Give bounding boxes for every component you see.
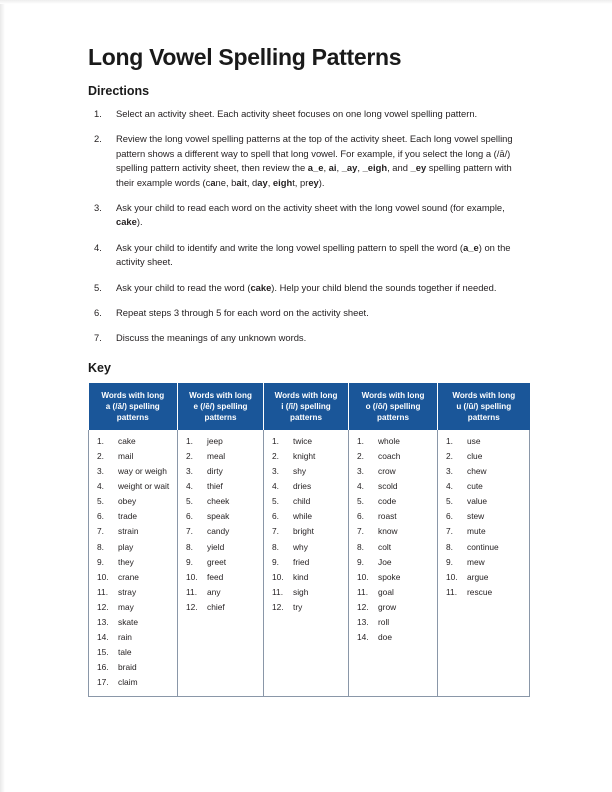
- word-number: 12.: [357, 601, 369, 612]
- word-number: 1.: [186, 435, 193, 446]
- key-column-header: [438, 383, 530, 430]
- word-number: 6.: [186, 511, 193, 522]
- word-list-item: [351, 570, 435, 585]
- word-text: while: [293, 511, 313, 522]
- direction-item: [88, 107, 530, 121]
- word-list-item: [91, 540, 175, 555]
- word-text: dries: [293, 481, 312, 492]
- key-table-header-row: [89, 383, 530, 430]
- word-number: 10.: [97, 571, 109, 582]
- word-text: sigh: [293, 586, 309, 597]
- word-list-item: [180, 524, 261, 539]
- word-text: continue: [467, 541, 499, 552]
- word-text: play: [118, 541, 134, 552]
- word-text: obey: [118, 496, 137, 507]
- word-number: 9.: [357, 556, 364, 567]
- word-number: 2.: [272, 450, 279, 461]
- word-number: 11.: [272, 586, 284, 597]
- word-text: jeep: [207, 435, 223, 446]
- word-number: 6.: [357, 511, 364, 522]
- word-number: 1.: [97, 435, 104, 446]
- word-list-item: [351, 630, 435, 645]
- word-list-item: [440, 509, 527, 524]
- word-number: 5.: [446, 496, 453, 507]
- word-list-item: [440, 494, 527, 509]
- word-number: 9.: [446, 556, 453, 567]
- word-number: 8.: [97, 541, 104, 552]
- word-text: fried: [293, 556, 310, 567]
- word-number: 12.: [186, 601, 198, 612]
- word-number: 8.: [446, 541, 453, 552]
- key-column-header-line: Words with long: [361, 390, 425, 400]
- word-text: weight or wait: [118, 481, 170, 492]
- word-list-item: [91, 600, 175, 615]
- word-text: code: [378, 496, 397, 507]
- key-table-body-row: [89, 430, 530, 697]
- direction-number: 7.: [94, 332, 102, 344]
- word-text: doe: [378, 632, 392, 643]
- word-text: spoke: [378, 571, 401, 582]
- word-number: 3.: [186, 466, 193, 477]
- word-list-item: [180, 585, 261, 600]
- word-number: 7.: [357, 526, 364, 537]
- word-list: [440, 434, 527, 600]
- word-text: Joe: [378, 556, 392, 567]
- key-column-header-line: u (/ū/) spelling: [456, 401, 512, 411]
- key-column-header-line: patterns: [116, 412, 149, 422]
- word-number: 6.: [97, 511, 104, 522]
- word-text: skate: [118, 617, 139, 627]
- key-column-cell: [264, 430, 349, 697]
- word-list-item: [180, 464, 261, 479]
- key-heading: Key: [88, 360, 111, 375]
- word-number: 4.: [97, 481, 104, 492]
- word-number: 10.: [272, 571, 284, 582]
- word-text: bright: [293, 526, 314, 537]
- word-number: 10.: [446, 571, 458, 582]
- direction-item: [88, 306, 530, 320]
- word-number: 6.: [446, 511, 453, 522]
- word-number: 14.: [357, 632, 369, 643]
- direction-number: 2.: [94, 133, 102, 145]
- word-list-item: [266, 540, 346, 555]
- word-text: colt: [378, 541, 392, 552]
- word-text: feed: [207, 571, 224, 582]
- word-text: any: [207, 586, 221, 597]
- word-list-item: [440, 434, 527, 449]
- word-number: 1.: [357, 435, 364, 446]
- word-number: 2.: [97, 450, 104, 461]
- word-list-item: [351, 434, 435, 449]
- word-list-item: [266, 555, 346, 570]
- word-text: scold: [378, 481, 398, 492]
- word-list-item: [351, 464, 435, 479]
- word-text: dirty: [207, 466, 223, 477]
- word-list: [180, 434, 261, 615]
- key-column-cell: [438, 430, 530, 697]
- key-column-header-line: i (/ī/) spelling: [281, 401, 331, 411]
- word-number: 8.: [272, 541, 279, 552]
- word-list-item: [440, 540, 527, 555]
- direction-number: 3.: [94, 202, 102, 214]
- direction-text: Review the long vowel spelling patterns at the top of the activity sheet. Each long vowel spelling pattern shows a different way to spell that long vowel. For example, if you select the long a (/ā/) spelling pattern activity sheet, then review the a_e, ai, _ay, _eigh, and _ey spelling pattern with their example words (cane, bait, day, eight, prey).: [116, 133, 513, 188]
- word-number: 17.: [97, 677, 109, 688]
- word-text: coach: [378, 450, 401, 461]
- word-list-item: [440, 479, 527, 494]
- direction-number: 1.: [94, 108, 102, 119]
- word-text: may: [118, 601, 134, 612]
- word-number: 5.: [357, 496, 364, 507]
- word-text: greet: [207, 556, 227, 567]
- word-list-item: [91, 509, 175, 524]
- word-number: 8.: [357, 541, 364, 552]
- word-number: 14.: [97, 632, 109, 643]
- word-list-item: [266, 570, 346, 585]
- word-list-item: [266, 479, 346, 494]
- word-text: trade: [118, 511, 138, 522]
- word-list-item: [266, 585, 346, 600]
- key-column-cell: [178, 430, 264, 697]
- word-text: use: [467, 435, 481, 446]
- word-text: tale: [118, 647, 132, 658]
- word-number: 13.: [357, 617, 369, 627]
- key-column-header-line: o (/ō/) spelling: [365, 401, 421, 411]
- word-list-item: [180, 509, 261, 524]
- word-list-item: [91, 479, 175, 494]
- word-list-item: [266, 509, 346, 524]
- page-edge-left: [0, 0, 5, 792]
- word-text: kind: [293, 571, 309, 582]
- key-column-header: [264, 383, 349, 430]
- word-number: 4.: [186, 481, 193, 492]
- word-list-item: [91, 524, 175, 539]
- word-text: crane: [118, 571, 139, 582]
- word-list-item: [266, 600, 346, 615]
- word-number: 1.: [272, 435, 279, 446]
- word-text: stray: [118, 586, 137, 597]
- word-number: 11.: [357, 586, 369, 597]
- word-text: twice: [293, 435, 313, 446]
- direction-text: Ask your child to read the word (cake). Help your child blend the sounds together if needed.: [116, 281, 497, 293]
- word-number: 3.: [272, 466, 279, 477]
- word-list-item: [266, 524, 346, 539]
- word-text: speak: [207, 511, 230, 522]
- word-text: claim: [118, 677, 138, 688]
- word-text: chew: [467, 466, 487, 477]
- word-number: 16.: [97, 662, 109, 673]
- word-number: 9.: [272, 556, 279, 567]
- key-table: [88, 383, 530, 698]
- word-list-item: [180, 449, 261, 464]
- word-list-item: [440, 585, 527, 600]
- word-number: 4.: [272, 481, 279, 492]
- word-text: goal: [378, 586, 394, 597]
- word-number: 3.: [97, 466, 104, 477]
- word-number: 5.: [97, 496, 104, 507]
- word-text: cute: [467, 481, 483, 492]
- word-text: crow: [378, 466, 396, 477]
- word-list-item: [351, 479, 435, 494]
- key-column-cell: [89, 430, 178, 697]
- word-text: try: [293, 601, 303, 612]
- key-column-header: [349, 383, 438, 430]
- word-list-item: [180, 600, 261, 615]
- word-text: cake: [118, 435, 136, 446]
- word-list-item: [91, 494, 175, 509]
- word-list-item: [351, 509, 435, 524]
- word-list-item: [266, 464, 346, 479]
- word-list: [266, 434, 346, 615]
- word-number: 11.: [446, 586, 458, 597]
- word-number: 11.: [186, 586, 198, 597]
- word-list-item: [180, 479, 261, 494]
- key-column-header-line: a (/ā/) spelling: [105, 401, 160, 411]
- word-text: knight: [293, 450, 316, 461]
- direction-item: [88, 281, 530, 295]
- word-text: stew: [467, 511, 485, 522]
- word-list-item: [440, 524, 527, 539]
- word-list-item: [91, 675, 175, 690]
- direction-text: Ask your child to identify and write the long vowel spelling pattern to spell the word (a_e) on the activity sheet.: [116, 241, 511, 268]
- word-text: clue: [467, 450, 483, 461]
- word-list-item: [180, 540, 261, 555]
- direction-item: [88, 241, 530, 270]
- word-list-item: [351, 555, 435, 570]
- word-number: 7.: [446, 526, 453, 537]
- word-number: 4.: [446, 481, 453, 492]
- word-number: 5.: [272, 496, 279, 507]
- word-list: [351, 434, 435, 645]
- word-list-item: [91, 645, 175, 660]
- word-list-item: [91, 449, 175, 464]
- key-column-header-line: Words with long: [452, 390, 516, 400]
- word-text: whole: [378, 435, 400, 446]
- direction-number: 6.: [94, 307, 102, 319]
- direction-item: [88, 132, 530, 190]
- word-list-item: [351, 600, 435, 615]
- word-list-item: [351, 449, 435, 464]
- word-number: 10.: [357, 571, 369, 582]
- word-number: 15.: [97, 647, 109, 658]
- word-list-item: [351, 524, 435, 539]
- word-list-item: [91, 660, 175, 675]
- word-list-item: [91, 464, 175, 479]
- word-text: candy: [207, 526, 230, 537]
- word-number: 12.: [272, 601, 284, 612]
- word-list-item: [180, 555, 261, 570]
- key-column-header-line: patterns: [467, 412, 500, 422]
- word-list-item: [266, 494, 346, 509]
- word-text: mail: [118, 450, 134, 461]
- word-text: meal: [207, 450, 226, 461]
- word-number: 8.: [186, 541, 193, 552]
- word-text: yield: [207, 541, 225, 552]
- word-text: rain: [118, 632, 132, 643]
- word-list-item: [351, 585, 435, 600]
- direction-item: [88, 201, 530, 230]
- word-number: 7.: [186, 526, 193, 537]
- word-text: way or weigh: [118, 466, 167, 477]
- word-list-item: [91, 570, 175, 585]
- word-text: know: [378, 526, 398, 537]
- direction-text: Discuss the meanings of any unknown words.: [116, 332, 307, 344]
- key-column-header-line: Words with long: [101, 390, 165, 400]
- word-text: braid: [118, 662, 137, 673]
- direction-text: Ask your child to read each word on the activity sheet with the long vowel sound (for example, cake).: [116, 202, 505, 228]
- word-number: 6.: [272, 511, 279, 522]
- word-number: 11.: [97, 586, 109, 597]
- word-list: [91, 434, 175, 691]
- word-number: 9.: [186, 556, 193, 567]
- word-text: thief: [207, 481, 223, 492]
- word-text: grow: [378, 601, 397, 612]
- key-column-header-line: patterns: [290, 412, 322, 422]
- word-text: they: [118, 556, 134, 567]
- word-number: 13.: [97, 617, 109, 627]
- word-number: 10.: [186, 571, 198, 582]
- word-number: 9.: [97, 556, 104, 567]
- word-list-item: [266, 434, 346, 449]
- direction-number: 5.: [94, 281, 102, 293]
- word-list-item: [440, 570, 527, 585]
- word-number: 4.: [357, 481, 364, 492]
- word-number: 3.: [357, 466, 364, 477]
- word-list-item: [180, 570, 261, 585]
- direction-number: 4.: [94, 241, 102, 253]
- word-text: rescue: [467, 586, 493, 597]
- word-text: mute: [467, 526, 486, 537]
- word-list-item: [180, 434, 261, 449]
- word-text: chief: [207, 601, 225, 612]
- direction-text: Select an activity sheet. Each activity sheet focuses on one long vowel spelling pattern.: [116, 108, 478, 119]
- word-list-item: [440, 449, 527, 464]
- page-title: Long Vowel Spelling Patterns: [88, 44, 402, 70]
- word-text: why: [293, 541, 308, 552]
- word-list-item: [91, 585, 175, 600]
- word-list-item: [91, 630, 175, 645]
- word-text: strain: [118, 526, 139, 537]
- key-column-header: [178, 383, 264, 430]
- word-text: argue: [467, 571, 489, 582]
- word-text: shy: [293, 466, 307, 477]
- key-column-header-line: Words with long: [189, 390, 252, 400]
- word-number: 7.: [97, 526, 104, 537]
- word-text: cheek: [207, 496, 230, 507]
- page-edge-top: [0, 0, 612, 4]
- key-column-header-line: patterns: [204, 412, 237, 422]
- word-number: 3.: [446, 466, 453, 477]
- word-list-item: [91, 434, 175, 449]
- word-list-item: [91, 555, 175, 570]
- word-text: roast: [378, 511, 397, 522]
- word-list-item: [440, 464, 527, 479]
- key-column-cell: [349, 430, 438, 697]
- word-text: child: [293, 496, 311, 507]
- word-number: 1.: [446, 435, 453, 446]
- word-list-item: [180, 494, 261, 509]
- page-content: [88, 44, 530, 697]
- word-text: mew: [467, 556, 485, 567]
- word-list-item: [351, 494, 435, 509]
- key-column-header: [89, 383, 178, 430]
- direction-text: Repeat steps 3 through 5 for each word on the activity sheet.: [116, 307, 369, 319]
- key-column-header-line: e (/ē/) spelling: [193, 401, 248, 411]
- word-number: 12.: [97, 601, 109, 612]
- direction-item: [88, 331, 530, 345]
- word-text: roll: [378, 617, 390, 627]
- key-column-header-line: patterns: [377, 412, 409, 422]
- word-number: 7.: [272, 526, 279, 537]
- word-list-item: [91, 615, 175, 630]
- word-list-item: [440, 555, 527, 570]
- word-list-item: [266, 449, 346, 464]
- directions-heading: Directions: [88, 84, 150, 98]
- word-number: 2.: [186, 450, 193, 461]
- word-number: 2.: [446, 450, 453, 461]
- key-column-header-line: Words with long: [274, 390, 338, 400]
- word-text: value: [467, 496, 488, 507]
- word-number: 2.: [357, 450, 364, 461]
- word-list-item: [351, 540, 435, 555]
- directions-list: [88, 107, 530, 346]
- word-list-item: [351, 615, 435, 630]
- word-number: 5.: [186, 496, 193, 507]
